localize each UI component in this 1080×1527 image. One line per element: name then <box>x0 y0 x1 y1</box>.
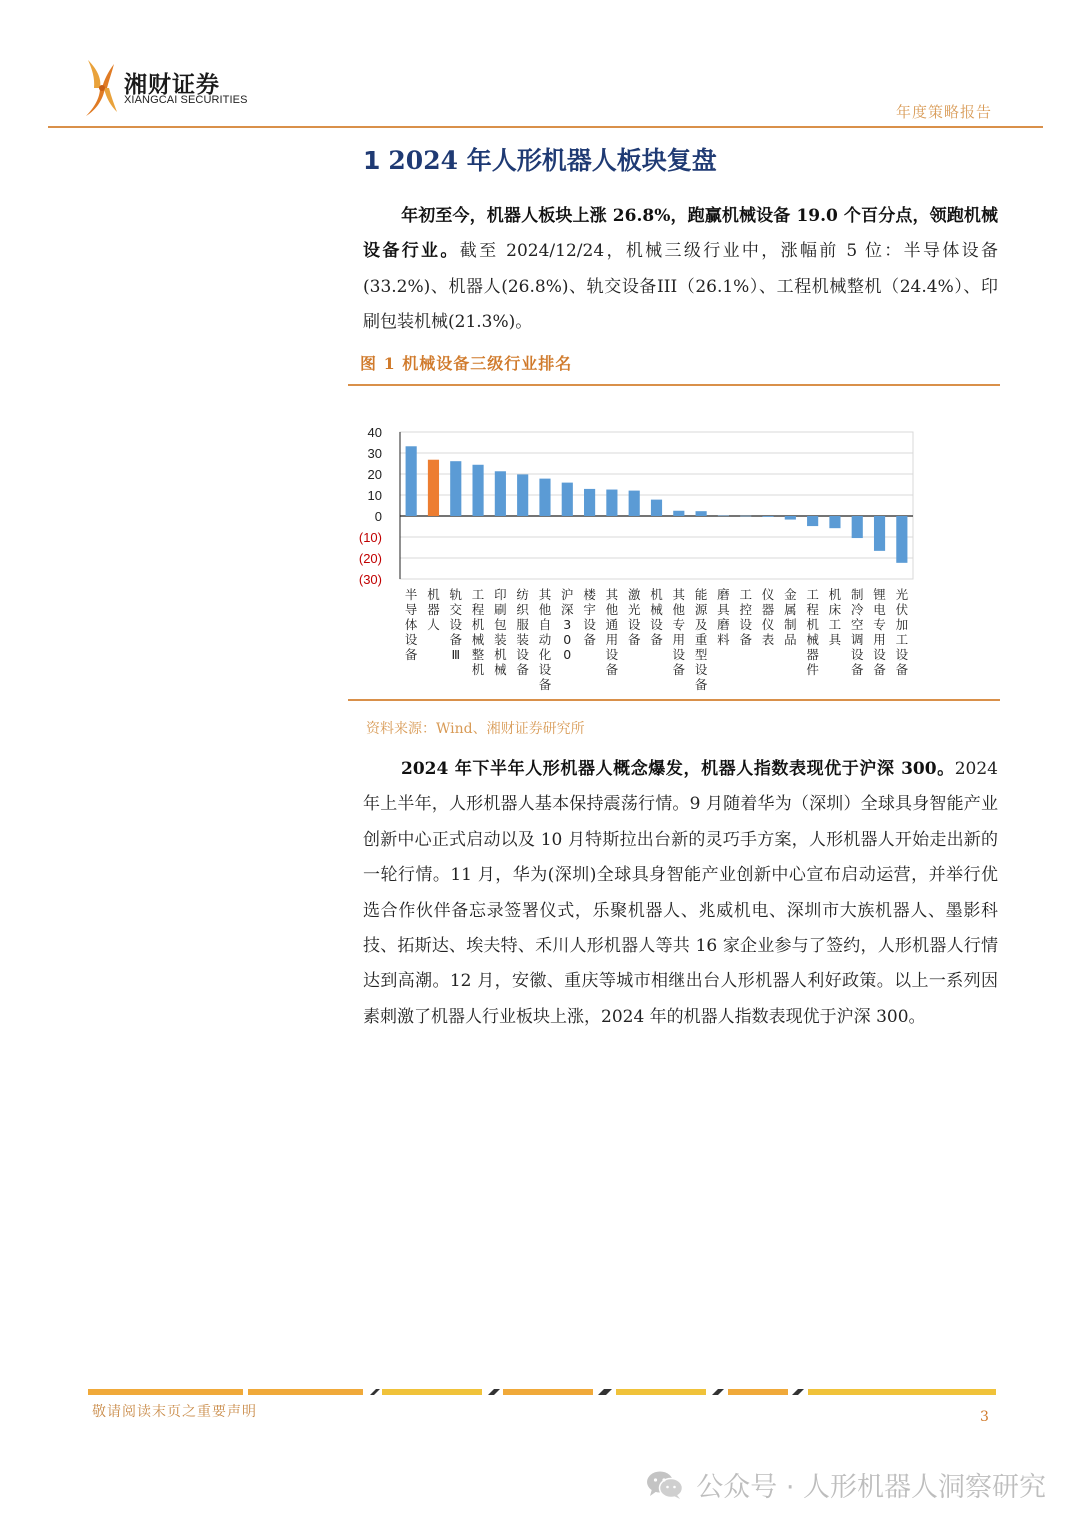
report-type-label: 年度策略报告 <box>895 103 992 121</box>
chart-bar <box>495 471 506 516</box>
chart-y-ticks <box>359 425 382 587</box>
chart-x-tick-label: 金属制品 <box>784 587 797 647</box>
page-number: 3 <box>980 1409 989 1425</box>
chart-bar <box>852 516 863 538</box>
chart-bar <box>718 516 729 517</box>
industry-ranking-chart <box>348 386 1000 699</box>
chart-x-tick-label: 工控设备 <box>739 587 752 647</box>
chart-x-tick-label: 纺织服装设备 <box>516 587 529 677</box>
chart-x-tick-label: 工程机械器件 <box>806 587 819 677</box>
chart-x-tick-label: 机械设备 <box>650 587 663 647</box>
chart-x-tick-label: 其他通用设备 <box>605 587 619 677</box>
figure-rule-bottom <box>348 699 1000 701</box>
chart-bar <box>450 461 461 516</box>
chart-x-tick-label: 半导体设备 <box>404 587 418 662</box>
figure-source: 资料来源：Wind、湘财证券研究所 <box>366 721 585 737</box>
chart-x-tick-label: 激光设备 <box>627 587 641 647</box>
chart-x-tick-label: 制冷空调设备 <box>850 587 864 677</box>
chart-bar <box>696 511 707 516</box>
paragraph-summary-body: 截至 2024/12/24，机械三级行业中，涨幅前 5 位：半导体设备(33.2%)、机器人(26.8%)、轨交设备III（26.1%）、工程机械整机（24.4%）、印刷包装机械(21.3%)。 <box>363 241 999 333</box>
section-heading <box>363 141 717 177</box>
brand-name: 湘财证券 <box>124 72 220 98</box>
chart-bar <box>762 516 773 517</box>
chart-x-tick-label: 机器人 <box>427 587 440 632</box>
chart-bar <box>562 483 573 516</box>
chart-bar <box>785 516 796 520</box>
paragraph-second-half <box>363 752 998 1035</box>
figure-title: 图 1 机械设备三级行业排名 <box>360 354 573 373</box>
section-number: 1 <box>363 146 381 175</box>
chart-bar <box>807 516 818 526</box>
chart-bar <box>584 489 595 516</box>
chart-x-tick-label: 印刷包装机械 <box>494 587 507 677</box>
paragraph-summary <box>363 199 998 341</box>
chart-bar <box>539 479 550 516</box>
chart-x-tick-label: 仪器仪表 <box>761 587 775 647</box>
chart-y-tick-label: 40 <box>367 425 382 440</box>
chart-bar <box>740 516 751 517</box>
footer-decorative-bar <box>88 1389 996 1395</box>
chart-x-tick-label: 能源及重型设备 <box>694 587 708 692</box>
chart-x-tick-label: 工程机械整机 <box>471 587 485 677</box>
chart-y-tick-label: (10) <box>358 530 382 545</box>
chart-y-tick-label: (20) <box>358 551 382 566</box>
chart-y-tick-label: 30 <box>367 446 382 461</box>
chart-bar <box>874 516 885 551</box>
chart-bar <box>428 460 439 516</box>
brand-subtitle: XIANGCAI SECURITIES <box>124 94 248 106</box>
paragraph-summary-lead: 年初至今，机器人板块上涨 26.8%，跑赢机械设备 19.0 个百分点，领跑机械设备行业。 <box>363 206 998 262</box>
paragraph-second-half-body: 2024 年上半年，人形机器人基本保持震荡行情。9 月随着华为（深圳）全球具身智能产业创新中心正式启动以及 10 月特斯拉出台新的灵巧手方案，人形机器人开始走出新的一轮行情。11 月，华为(深圳)全球具身智能产业创新中心宣布启动运营，并举行优选合作伙伴备忘录签署仪式，乐聚机器人、兆威机电、深圳市大族机器人、墨影科技、拓斯达、埃夫特、禾川人形机器人等共 16 家企业参与了签约，人形机器人行情达到高潮。12 月，安徽、重庆等城市相继出台人形机器人利好政策。以上一系列因素刺激了机器人行业板块上涨，2024 年的机器人指数表现优于沪深 300。 <box>363 759 998 1027</box>
xiangcai-logo-icon <box>84 58 118 118</box>
wechat-watermark <box>646 1465 1046 1504</box>
chart-x-tick-label: 其他自动化设备 <box>538 587 552 692</box>
chart-bar <box>651 500 662 516</box>
chart-bar <box>896 516 907 563</box>
chart-x-tick-label: 沪深 3 0 0 <box>561 587 574 662</box>
wechat-icon <box>646 1470 684 1500</box>
chart-bar <box>406 446 417 516</box>
chart-x-labels <box>405 587 909 692</box>
wechat-account-text: 公众号 · 人形机器人洞察研究 <box>696 1472 1046 1503</box>
chart-y-tick-label: 10 <box>367 488 382 503</box>
chart-x-tick-label: 楼宇设备 <box>583 587 596 647</box>
chart-x-tick-label: 轨交设备 Ⅲ <box>449 587 463 662</box>
chart-bar <box>673 511 684 516</box>
chart-bars <box>406 446 908 563</box>
header-rule <box>48 126 1043 128</box>
chart-bar <box>606 490 617 516</box>
chart-x-tick-label: 光伏加工设备 <box>895 587 909 677</box>
chart-y-tick-label: (30) <box>358 572 382 587</box>
section-title-text: 2024 年人形机器人板块复盘 <box>388 146 717 175</box>
chart-bar <box>517 474 528 516</box>
chart-x-tick-label: 锂电专用设备 <box>873 587 886 677</box>
chart-bar <box>472 465 483 516</box>
chart-x-tick-label: 其他专用设备 <box>672 587 686 677</box>
paragraph-second-half-lead: 2024 年下半年人形机器人概念爆发，机器人指数表现优于沪深 300。 <box>401 759 955 779</box>
footer-disclaimer-note: 敬请阅读末页之重要声明 <box>92 1404 257 1420</box>
chart-bar <box>829 516 840 528</box>
chart-x-tick-label: 磨具磨料 <box>717 587 730 647</box>
chart-x-tick-label: 机床工具 <box>828 587 842 647</box>
chart-y-tick-label: 0 <box>374 509 382 524</box>
chart-bar <box>629 491 640 516</box>
chart-y-tick-label: 20 <box>367 467 382 482</box>
